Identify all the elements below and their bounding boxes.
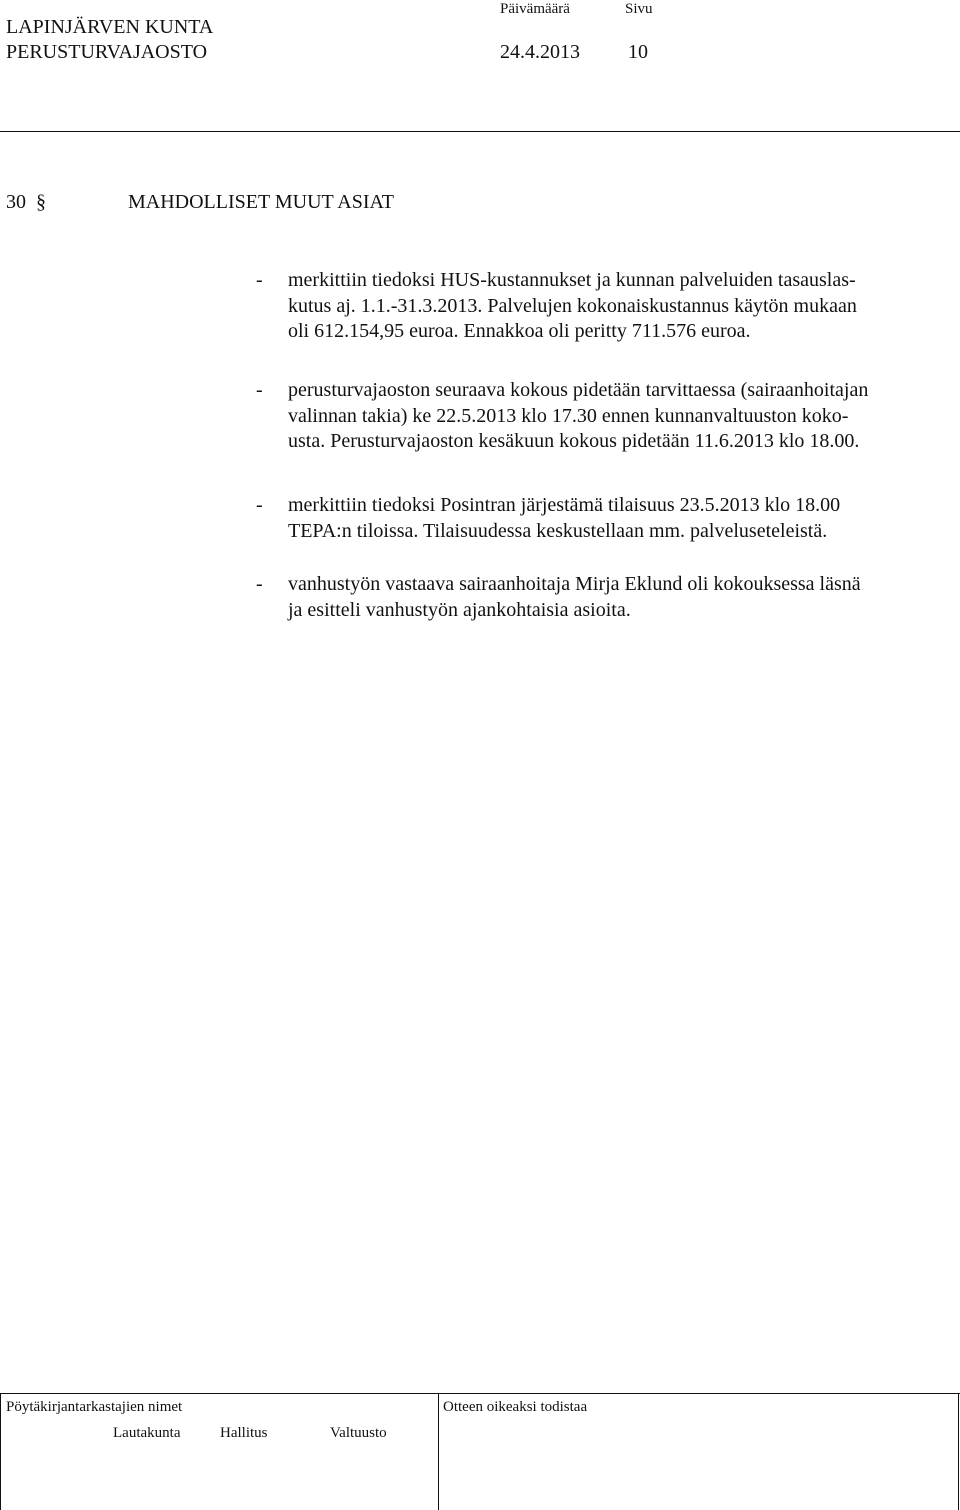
item-line: kutus aj. 1.1.-31.3.2013. Palvelujen kokonaiskustannus käytön mukaan: [288, 294, 857, 317]
list-item: [256, 268, 956, 345]
org-name: LAPINJÄRVEN KUNTA: [6, 16, 214, 38]
footer-divider: [0, 1393, 960, 1394]
body-valtuusto: Valtuusto: [330, 1425, 387, 1441]
list-dash: -: [256, 573, 263, 595]
header-divider: [0, 131, 960, 132]
body-hallitus: Hallitus: [220, 1425, 268, 1441]
certification-label: Otteen oikeaksi todistaa: [443, 1399, 588, 1415]
list-item: [256, 572, 956, 623]
item-line: TEPA:n tiloissa. Tilaisuudessa keskustellaan mm. palveluseteleistä.: [288, 519, 828, 542]
section-title: MAHDOLLISET MUUT ASIAT: [128, 191, 394, 213]
date-label: Päivämäärä: [500, 1, 570, 17]
item-line: vanhustyön vastaava sairaanhoitaja Mirja Eklund oli kokouksessa läsnä: [288, 573, 861, 595]
item-line: perusturvajaoston seuraava kokous pidetään tarvittaessa (sairaanhoitajan: [288, 379, 869, 401]
footer-column-divider: [438, 1393, 439, 1510]
footer-border-right: [958, 1393, 959, 1510]
item-line: merkittiin tiedoksi HUS-kustannukset ja kunnan palveluiden tasauslas-: [288, 269, 856, 291]
item-line: usta. Perusturvajaoston kesäkuun kokous pidetään 11.6.2013 klo 18.00.: [288, 430, 860, 452]
document-date: 24.4.2013: [500, 41, 580, 63]
section-number: 30: [6, 191, 26, 213]
dept-name: PERUSTURVAJAOSTO: [6, 41, 208, 63]
item-line: merkittiin tiedoksi Posintran järjestämä tilaisuus 23.5.2013 klo 18.00: [288, 494, 841, 516]
footer-border-left: [0, 1393, 1, 1510]
list-item: [256, 378, 956, 455]
item-line: valinnan takia) ke 22.5.2013 klo 17.30 ennen kunnanvaltuuston koko-: [288, 404, 849, 427]
list-item: [256, 493, 956, 544]
section-sign: §: [36, 191, 46, 213]
item-line: ja esitteli vanhustyön ajankohtaisia asioita.: [288, 598, 631, 621]
list-dash: -: [256, 269, 263, 291]
list-dash: -: [256, 494, 263, 516]
body-lautakunta: Lautakunta: [113, 1425, 181, 1441]
page-label: Sivu: [625, 1, 653, 17]
page-number: 10: [628, 41, 648, 63]
signers-label: Pöytäkirjantarkastajien nimet: [6, 1399, 183, 1415]
list-dash: -: [256, 379, 263, 401]
item-line: oli 612.154,95 euroa. Ennakkoa oli peritty 711.576 euroa.: [288, 320, 751, 342]
